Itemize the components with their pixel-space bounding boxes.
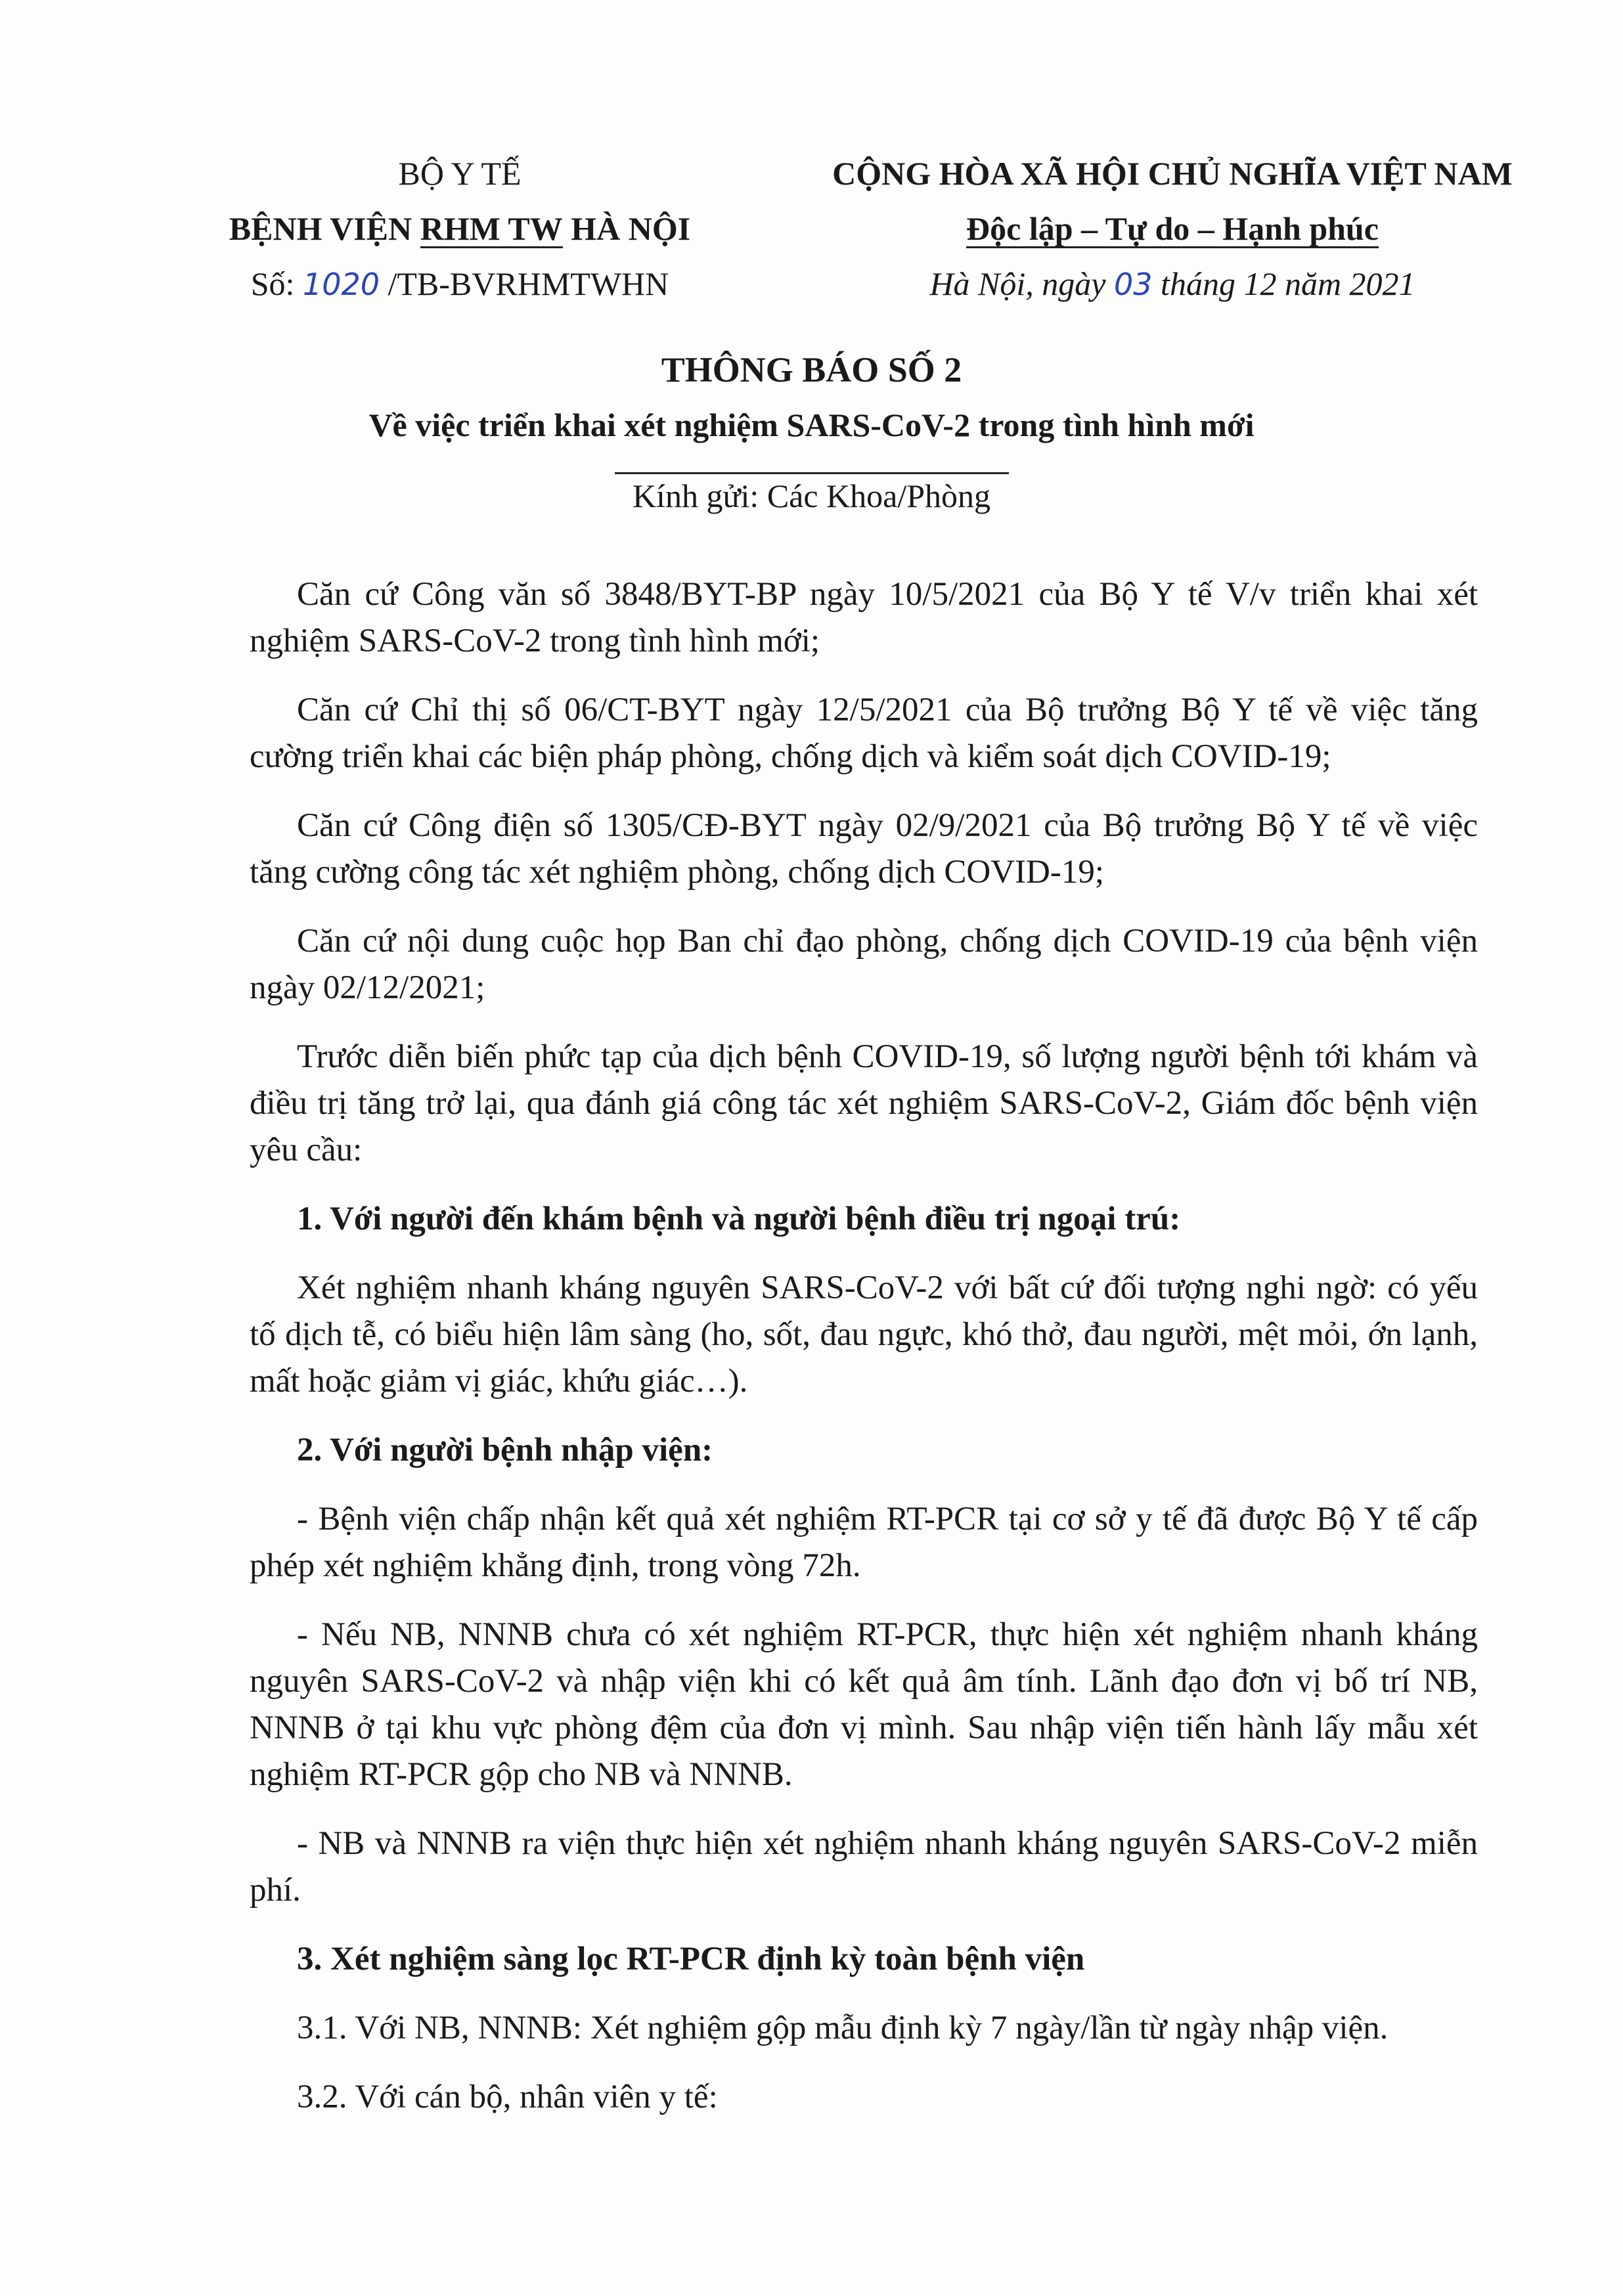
document-body <box>250 571 1478 2143</box>
section-1-heading: 1. Với người đến khám bệnh và người bệnh điều trị ngoại trú: <box>297 1201 1181 1237</box>
paragraph: Căn cứ nội dung cuộc họp Ban chỉ đạo phòng, chống dịch COVID-19 của bệnh viện ngày 02/12/2021; <box>250 923 1478 1006</box>
section-2-item: - NB và NNNB ra viện thực hiện xét nghiệm nhanh kháng nguyên SARS-CoV-2 miễn phí. <box>250 1825 1478 1909</box>
document-title: THÔNG BÁO SỐ 2 <box>661 350 962 389</box>
document-number <box>177 256 742 312</box>
hospital-suffix: HÀ NỘI <box>571 210 691 247</box>
section-3-item-2: 3.2. Với cán bộ, nhân viên y tế: <box>297 2079 718 2115</box>
hospital-prefix: BỆNH VIỆN <box>229 210 412 247</box>
hospital-name <box>177 201 742 256</box>
motto-text: Độc lập – Tự do – Hạnh phúc <box>966 210 1379 247</box>
number-label: Số: <box>250 265 295 302</box>
handwritten-number: 1020 <box>302 267 380 302</box>
section-2-item: - Nếu NB, NNNB chưa có xét nghiệm RT-PCR, thực hiện xét nghiệm nhanh kháng nguyên SARS-CoV-2 và nhập viện khi có kết quả âm tính. Lãnh đạo đơn vị bố trí NB, NNNB ở tại khu vực phòng đệm của đơn vị mình. Sau nhập viện tiến hành lấy mẫu xét nghiệm RT-PCR gộp cho NB và NNNB. <box>250 1616 1478 1793</box>
section-3-item-1: 3.1. Với NB, NNNB: Xét nghiệm gộp mẫu định kỳ 7 ngày/lần từ ngày nhập viện. <box>297 2010 1389 2046</box>
header-left <box>177 146 742 312</box>
recipient-line: Kính gửi: Các Khoa/Phòng <box>632 477 991 514</box>
subtitle-underline <box>615 472 1009 474</box>
number-suffix: /TB-BVRHMTWHN <box>388 265 669 302</box>
handwritten-day: 03 <box>1114 267 1153 302</box>
date-prefix: Hà Nội, ngày <box>929 265 1106 302</box>
ministry-name: BỘ Y TẾ <box>398 155 522 192</box>
header-right <box>775 146 1570 312</box>
issue-date <box>775 256 1570 312</box>
section-3-heading: 3. Xét nghiệm sàng lọc RT-PCR định kỳ toàn bệnh viện <box>297 1941 1085 1977</box>
paragraph: Căn cứ Công điện số 1305/CĐ-BYT ngày 02/9/2021 của Bộ trưởng Bộ Y tế về việc tăng cường công tác xét nghiệm phòng, chống dịch COVID-19; <box>250 807 1478 891</box>
section-1-text: Xét nghiệm nhanh kháng nguyên SARS-CoV-2 với bất cứ đối tượng nghi ngờ: có yếu tố dịch tễ, có biểu hiện lâm sàng (ho, sốt, đau ngực, khó thở, đau người, mệt mỏi, ớn lạnh, mất hoặc giảm vị giác, khứu giác…). <box>250 1269 1478 1400</box>
subtitle-text: Về việc triển khai xét nghiệm SARS-CoV-2 trong tình hình mới <box>368 407 1255 443</box>
hospital-underlined: RHM TW <box>420 210 563 247</box>
paragraph: Căn cứ Chỉ thị số 06/CT-BYT ngày 12/5/2021 của Bộ trưởng Bộ Y tế về việc tăng cường triển khai các biện pháp phòng, chống dịch và kiểm soát dịch COVID-19; <box>250 692 1478 775</box>
date-suffix: tháng 12 năm 2021 <box>1161 265 1415 302</box>
paragraph: Trước diễn biến phức tạp của dịch bệnh COVID-19, số lượng người bệnh tới khám và điều trị tăng trở lại, qua đánh giá công tác xét nghiệm SARS-CoV-2, Giám đốc bệnh viện yêu cầu: <box>250 1038 1478 1168</box>
motto <box>775 201 1570 256</box>
country-name: CỘNG HÒA XÃ HỘI CHỦ NGHĨA VIỆT NAM <box>832 155 1513 192</box>
section-2-item: - Bệnh viện chấp nhận kết quả xét nghiệm RT-PCR tại cơ sở y tế đã được Bộ Y tế cấp phép xét nghiệm khẳng định, trong vòng 72h. <box>250 1501 1478 1584</box>
paragraph: Căn cứ Công văn số 3848/BYT-BP ngày 10/5/2021 của Bộ Y tế V/v triển khai xét nghiệm SARS-CoV-2 trong tình hình mới; <box>250 576 1478 659</box>
document-subtitle <box>0 406 1623 482</box>
section-2-heading: 2. Với người bệnh nhập viện: <box>297 1432 713 1468</box>
